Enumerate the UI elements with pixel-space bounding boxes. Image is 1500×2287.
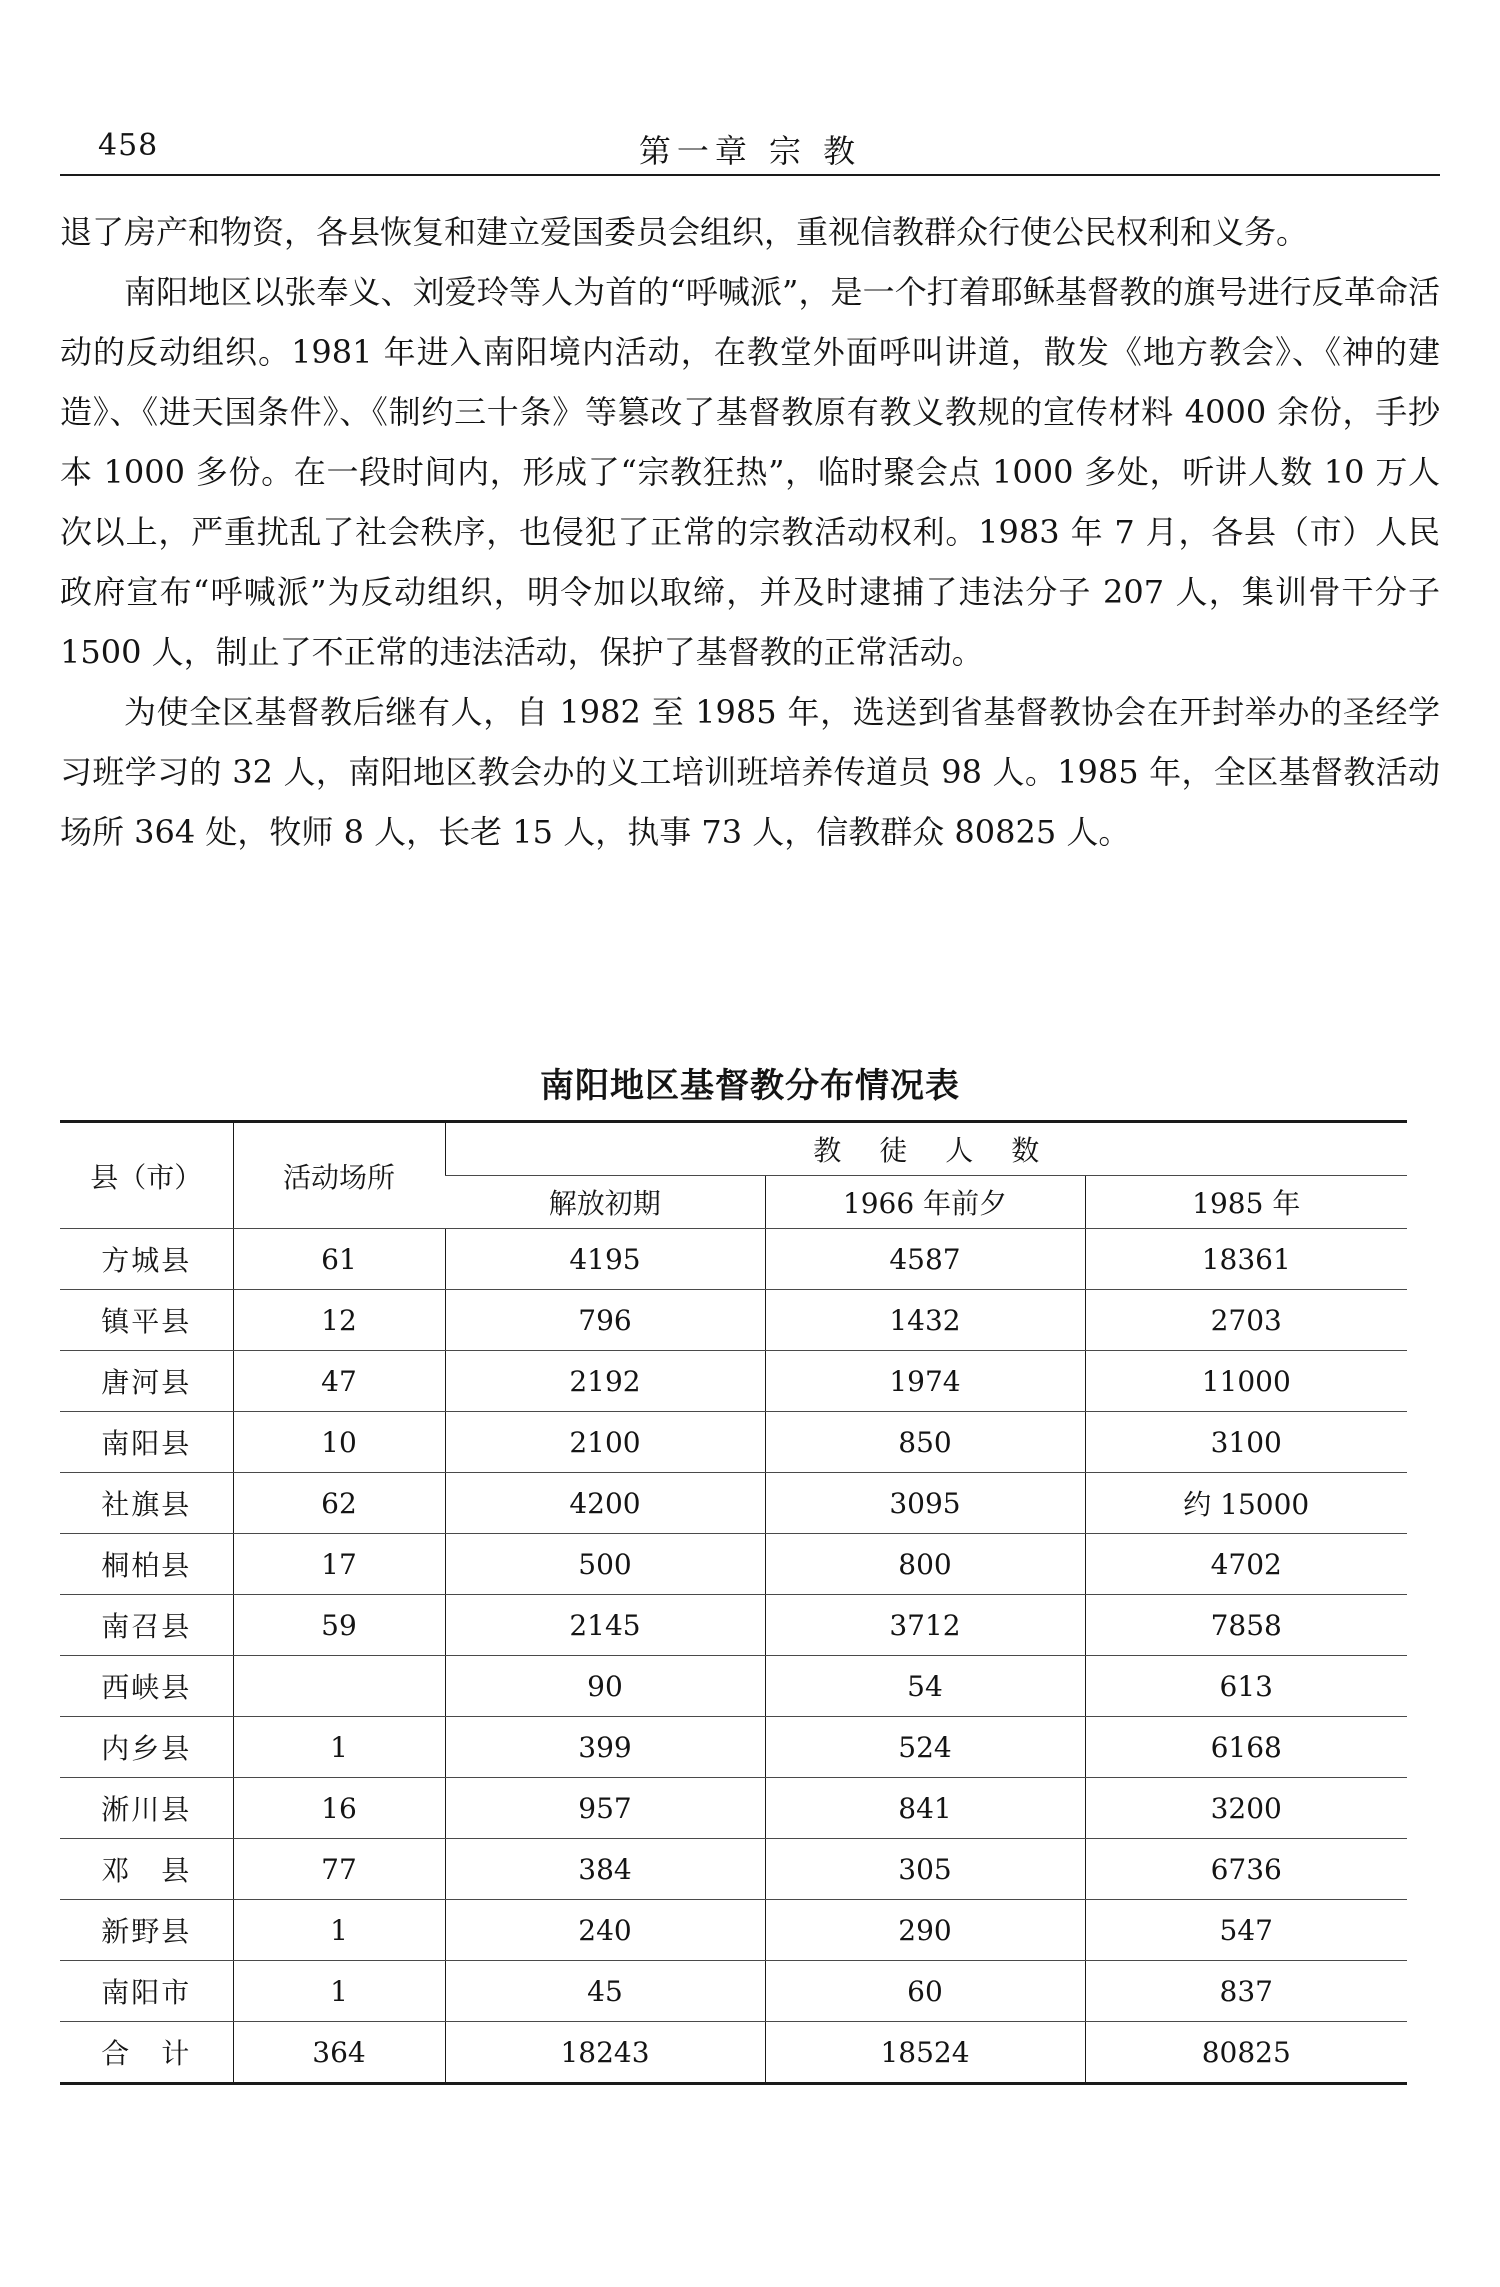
- county-cell: 淅川县: [60, 1778, 233, 1839]
- chapter-title: 第一章 宗 教: [638, 132, 862, 170]
- page-number: 458: [98, 128, 159, 163]
- count-1966-cell: 841: [765, 1778, 1085, 1839]
- table-row: [60, 1351, 1407, 1412]
- header-early-liberation: 解放初期: [445, 1176, 765, 1229]
- early-count-cell: 399: [445, 1717, 765, 1778]
- venues-cell: 1: [233, 1717, 445, 1778]
- table-total-row: [60, 2022, 1407, 2084]
- venues-cell: 61: [233, 1229, 445, 1290]
- county-cell: 桐柏县: [60, 1534, 233, 1595]
- county-cell: 方城县: [60, 1229, 233, 1290]
- count-1966-cell: 305: [765, 1839, 1085, 1900]
- table-row: [60, 1900, 1407, 1961]
- venues-cell: [233, 1656, 445, 1717]
- table-row: [60, 1595, 1407, 1656]
- count-1966-cell: 1432: [765, 1290, 1085, 1351]
- venues-cell: 1: [233, 1961, 445, 2022]
- count-1985-cell: 11000: [1085, 1351, 1407, 1412]
- venues-cell: 59: [233, 1595, 445, 1656]
- early-count-cell: 18243: [445, 2022, 765, 2084]
- table-body: [60, 1229, 1407, 2084]
- table-row: [60, 1229, 1407, 1290]
- count-1985-cell: 约 15000: [1085, 1473, 1407, 1534]
- county-cell: 唐河县: [60, 1351, 233, 1412]
- table-row: [60, 1961, 1407, 2022]
- header-venues: 活动场所: [233, 1122, 445, 1229]
- county-cell: 南阳市: [60, 1961, 233, 2022]
- header-1966: 1966 年前夕: [765, 1176, 1085, 1229]
- early-count-cell: 2145: [445, 1595, 765, 1656]
- early-count-cell: 90: [445, 1656, 765, 1717]
- early-count-cell: 500: [445, 1534, 765, 1595]
- count-1966-cell: 290: [765, 1900, 1085, 1961]
- table-row: [60, 1839, 1407, 1900]
- county-cell: 新野县: [60, 1900, 233, 1961]
- page-header: [60, 118, 1440, 176]
- count-1985-cell: 2703: [1085, 1290, 1407, 1351]
- early-count-cell: 957: [445, 1778, 765, 1839]
- early-count-cell: 4195: [445, 1229, 765, 1290]
- count-1985-cell: 6736: [1085, 1839, 1407, 1900]
- early-count-cell: 796: [445, 1290, 765, 1351]
- count-1966-cell: 18524: [765, 2022, 1085, 2084]
- county-cell: 社旗县: [60, 1473, 233, 1534]
- venues-cell: 364: [233, 2022, 445, 2084]
- table-row: [60, 1412, 1407, 1473]
- early-count-cell: 45: [445, 1961, 765, 2022]
- county-cell: 邓 县: [60, 1839, 233, 1900]
- table-row: [60, 1778, 1407, 1839]
- count-1966-cell: 3712: [765, 1595, 1085, 1656]
- venues-cell: 10: [233, 1412, 445, 1473]
- county-cell: 南阳县: [60, 1412, 233, 1473]
- count-1985-cell: 80825: [1085, 2022, 1407, 2084]
- paragraph-training: 为使全区基督教后继有人，自 1982 至 1985 年，选送到省基督教协会在开封举办的圣经学习班学习的 32 人，南阳地区教会办的义工培训班培养传道员 98 人。1985 年，全区基督教活动场所 364 处，牧师 8 人，长老 15 人，执事 73 人，信教群众 80825 人。: [60, 693, 1440, 851]
- county-cell: 镇平县: [60, 1290, 233, 1351]
- body-text: [60, 202, 1440, 862]
- venues-cell: 16: [233, 1778, 445, 1839]
- county-cell: 内乡县: [60, 1717, 233, 1778]
- count-1985-cell: 18361: [1085, 1229, 1407, 1290]
- venues-cell: 47: [233, 1351, 445, 1412]
- table-title: 南阳地区基督教分布情况表: [540, 1066, 960, 1106]
- header-county: 县（市）: [60, 1122, 233, 1229]
- venues-cell: 62: [233, 1473, 445, 1534]
- count-1966-cell: 60: [765, 1961, 1085, 2022]
- count-1985-cell: 3200: [1085, 1778, 1407, 1839]
- count-1966-cell: 524: [765, 1717, 1085, 1778]
- county-cell: 南召县: [60, 1595, 233, 1656]
- county-cell: 合 计: [60, 2022, 233, 2084]
- count-1966-cell: 800: [765, 1534, 1085, 1595]
- table-row: [60, 1656, 1407, 1717]
- venues-cell: 12: [233, 1290, 445, 1351]
- table-row: [60, 1717, 1407, 1778]
- count-1985-cell: 4702: [1085, 1534, 1407, 1595]
- count-1966-cell: 54: [765, 1656, 1085, 1717]
- count-1985-cell: 6168: [1085, 1717, 1407, 1778]
- count-1966-cell: 1974: [765, 1351, 1085, 1412]
- header-1985: 1985 年: [1085, 1176, 1407, 1229]
- count-1966-cell: 3095: [765, 1473, 1085, 1534]
- table-row: [60, 1473, 1407, 1534]
- early-count-cell: 384: [445, 1839, 765, 1900]
- christianity-distribution-table: [60, 1120, 1407, 2085]
- table-row: [60, 1534, 1407, 1595]
- early-count-cell: 2100: [445, 1412, 765, 1473]
- count-1966-cell: 4587: [765, 1229, 1085, 1290]
- early-count-cell: 2192: [445, 1351, 765, 1412]
- early-count-cell: 4200: [445, 1473, 765, 1534]
- count-1985-cell: 837: [1085, 1961, 1407, 2022]
- paragraph-shouting-sect: 南阳地区以张奉义、刘爱玲等人为首的“呼喊派”，是一个打着耶稣基督教的旗号进行反革命活动的反动组织。1981 年进入南阳境内活动，在教堂外面呼叫讲道，散发《地方教会》、《神的建造》、《进天国条件》、《制约三十条》等篡改了基督教原有教义教规的宣传材料 4000 余份，手抄本 1000 多份。在一段时间内，形成了“宗教狂热”，临时聚会点 1000 多处，听讲人数 10 万人次以上，严重扰乱了社会秩序，也侵犯了正常的宗教活动权利。1983 年 7 月，各县（市）人民政府宣布“呼喊派”为反动组织，明令加以取缔，并及时逮捕了违法分子 207 人，集训骨干分子 1500 人，制止了不正常的违法活动，保护了基督教的正常活动。: [60, 273, 1440, 671]
- county-cell: 西峡县: [60, 1656, 233, 1717]
- early-count-cell: 240: [445, 1900, 765, 1961]
- venues-cell: 1: [233, 1900, 445, 1961]
- table-row: [60, 1290, 1407, 1351]
- count-1985-cell: 7858: [1085, 1595, 1407, 1656]
- header-believers: 教徒人数: [445, 1122, 1407, 1176]
- venues-cell: 77: [233, 1839, 445, 1900]
- count-1985-cell: 547: [1085, 1900, 1407, 1961]
- count-1985-cell: 3100: [1085, 1412, 1407, 1473]
- venues-cell: 17: [233, 1534, 445, 1595]
- count-1985-cell: 613: [1085, 1656, 1407, 1717]
- count-1966-cell: 850: [765, 1412, 1085, 1473]
- table-header-row: [60, 1122, 1407, 1176]
- paragraph-continued: 退了房产和物资，各县恢复和建立爱国委员会组织，重视信教群众行使公民权利和义务。: [60, 213, 1309, 251]
